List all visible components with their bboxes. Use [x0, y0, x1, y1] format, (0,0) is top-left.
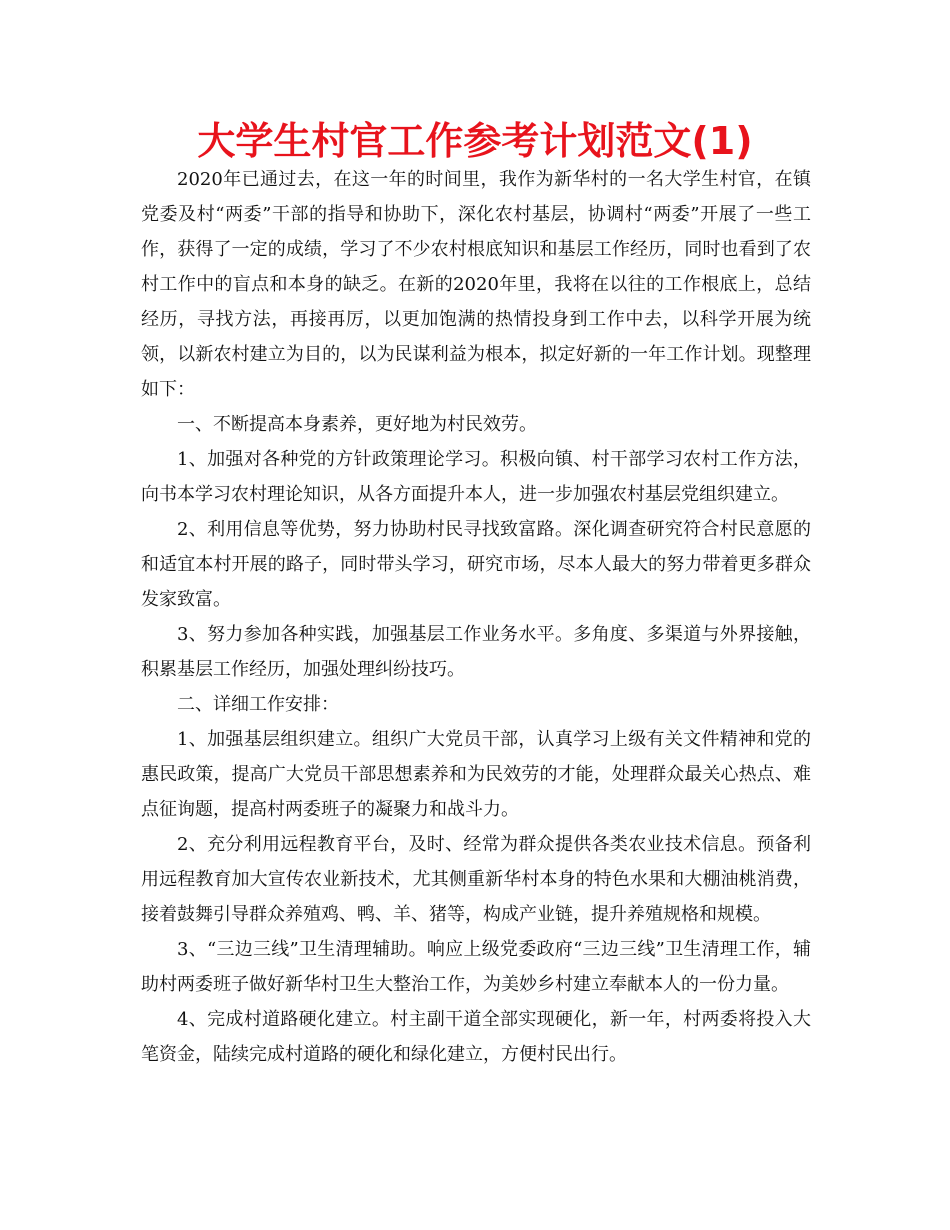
- section-1-item-3: 3、努力参加各种实践，加强基层工作业务水平。多角度、多渠道与外界接触，积累基层工作经历，加强处理纠纷技巧。: [141, 624, 811, 680]
- section-2-heading: 二、详细工作安排：: [177, 694, 339, 715]
- section-1-heading: 一、不断提高本身素养，更好地为村民效劳。: [177, 414, 537, 435]
- document-title: 大学生村官工作参考计划范文(1): [197, 119, 753, 163]
- document-body: [141, 162, 811, 1072]
- section-2-item-2: 2、充分利用远程教育平台，及时、经常为群众提供各类农业技术信息。预备利用远程教育加大宣传农业新技术，尤其侧重新华村本身的特色水果和大棚油桃消费，接着鼓舞引导群众养殖鸡、鸭、羊、猪等，构成产业链，提升养殖规格和规模。: [141, 834, 811, 925]
- section-1-item-2: 2、利用信息等优势，努力协助村民寻找致富路。深化调查研究符合村民意愿的和适宜本村开展的路子，同时带头学习，研究市场，尽本人最大的努力带着更多群众发家致富。: [141, 519, 811, 610]
- section-2-item-4: 4、完成村道路硬化建立。村主副干道全部实现硬化，新一年，村两委将投入大笔资金，陆续完成村道路的硬化和绿化建立，方便村民出行。: [141, 1009, 811, 1065]
- intro-paragraph: 2020年已通过去，在这一年的时间里，我作为新华村的一名大学生村官，在镇党委及村“两委”干部的指导和协助下，深化农村基层，协调村“两委”开展了一些工作，获得了一定的成绩，学习了不少农村根底知识和基层工作经历，同时也看到了农村工作中的盲点和本身的缺乏。在新的2020年里，我将在以往的工作根底上，总结经历，寻找方法，再接再厉，以更加饱满的热情投身到工作中去，以科学开展为统领，以新农村建立为目的，以为民谋利益为根本，拟定好新的一年工作计划。现整理如下：: [141, 169, 811, 400]
- section-1-item-1: 1、加强对各种党的方针政策理论学习。积极向镇、村干部学习农村工作方法，向书本学习农村理论知识，从各方面提升本人，进一步加强农村基层党组织建立。: [141, 449, 811, 505]
- section-2-item-3: 3、“三边三线”卫生清理辅助。响应上级党委政府“三边三线”卫生清理工作，辅助村两委班子做好新华村卫生大整治工作，为美妙乡村建立奉献本人的一份力量。: [141, 939, 811, 995]
- section-2-item-1: 1、加强基层组织建立。组织广大党员干部，认真学习上级有关文件精神和党的惠民政策，提高广大党员干部思想素养和为民效劳的才能，处理群众最关心热点、难点征询题，提高村两委班子的凝聚力和战斗力。: [141, 729, 811, 820]
